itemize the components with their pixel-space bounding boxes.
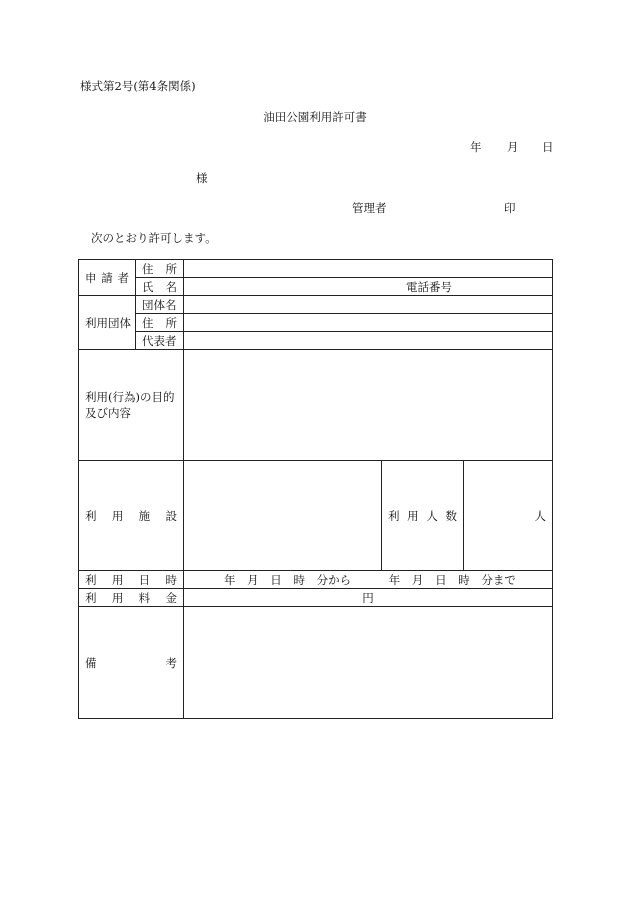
group-representative-field[interactable] [184,332,553,350]
fee-label: 利 用 料 金 [85,590,177,605]
datetime-label-cell [79,571,184,589]
document-title: 油田公園利用許可書 [263,110,367,124]
applicant-name-label: 氏 名 [142,279,177,294]
remarks-field[interactable] [184,607,553,719]
purpose-field[interactable] [184,350,553,460]
manager-label: 管理者 [352,201,387,215]
date-day-label: 日 [542,140,554,154]
group-address-label: 住 所 [142,315,177,330]
facility-label: 利 用 施 設 [85,508,177,523]
purpose-row [79,350,553,460]
group-name-label-cell [136,296,184,314]
fee-field[interactable] [184,589,553,607]
group-address-field[interactable] [184,314,553,332]
purpose-label-line1: 利用(行為)の目的 [85,390,175,405]
datetime-label: 利 用 日 時 [85,572,177,587]
datetime-from: 年 月 日 時 分から [224,572,352,587]
fee-label-cell [79,589,184,607]
remarks-row [79,607,553,719]
applicant-address-label: 住 所 [142,261,177,276]
group-label: 利用団体 [85,315,131,330]
datetime-row [79,571,553,589]
remarks-label-cell [79,607,184,719]
applicant-address-field[interactable] [184,260,553,278]
applicant-address-label-cell [136,260,184,278]
applicant-address-row [79,260,553,278]
permission-statement: 次のとおり許可します。 [91,231,217,245]
applicant-name-field[interactable] [184,278,553,296]
users-label: 利 用 人 数 [388,508,457,523]
applicant-label: 申 請 者 [85,270,129,285]
applicant-name-label-cell [136,278,184,296]
facility-label-cell [79,460,184,570]
date-year-label: 年 [470,140,482,154]
group-representative-label: 代表者 [142,333,177,348]
remarks-label: 備 考 [85,655,177,670]
fee-row [79,589,553,607]
datetime-field[interactable] [184,571,553,589]
fee-unit: 円 [362,590,374,605]
group-name-field[interactable] [184,296,553,314]
users-label-cell [382,460,464,570]
facility-field[interactable] [184,460,382,570]
users-field[interactable] [464,460,553,570]
seal-mark: 印 [504,201,516,215]
group-name-label: 団体名 [142,297,177,312]
permit-form-table [78,259,553,719]
group-name-row [79,296,553,314]
phone-number-label: 電話番号 [406,279,452,294]
datetime-to: 年 月 日 時 分まで [388,572,516,587]
group-label-cell [79,296,136,350]
facility-row [79,460,553,570]
purpose-label-line2: 及び内容 [85,406,131,421]
applicant-label-cell [79,260,136,296]
addressee-honorific: 様 [196,171,208,185]
purpose-label-cell [79,350,184,460]
form-number: 様式第2号(第4条関係) [80,79,196,93]
group-address-label-cell [136,314,184,332]
group-representative-label-cell [136,332,184,350]
group-representative-row [79,332,553,350]
users-unit: 人 [534,508,547,523]
group-address-row [79,314,553,332]
date-month-label: 月 [507,140,519,154]
applicant-name-row [79,278,553,296]
